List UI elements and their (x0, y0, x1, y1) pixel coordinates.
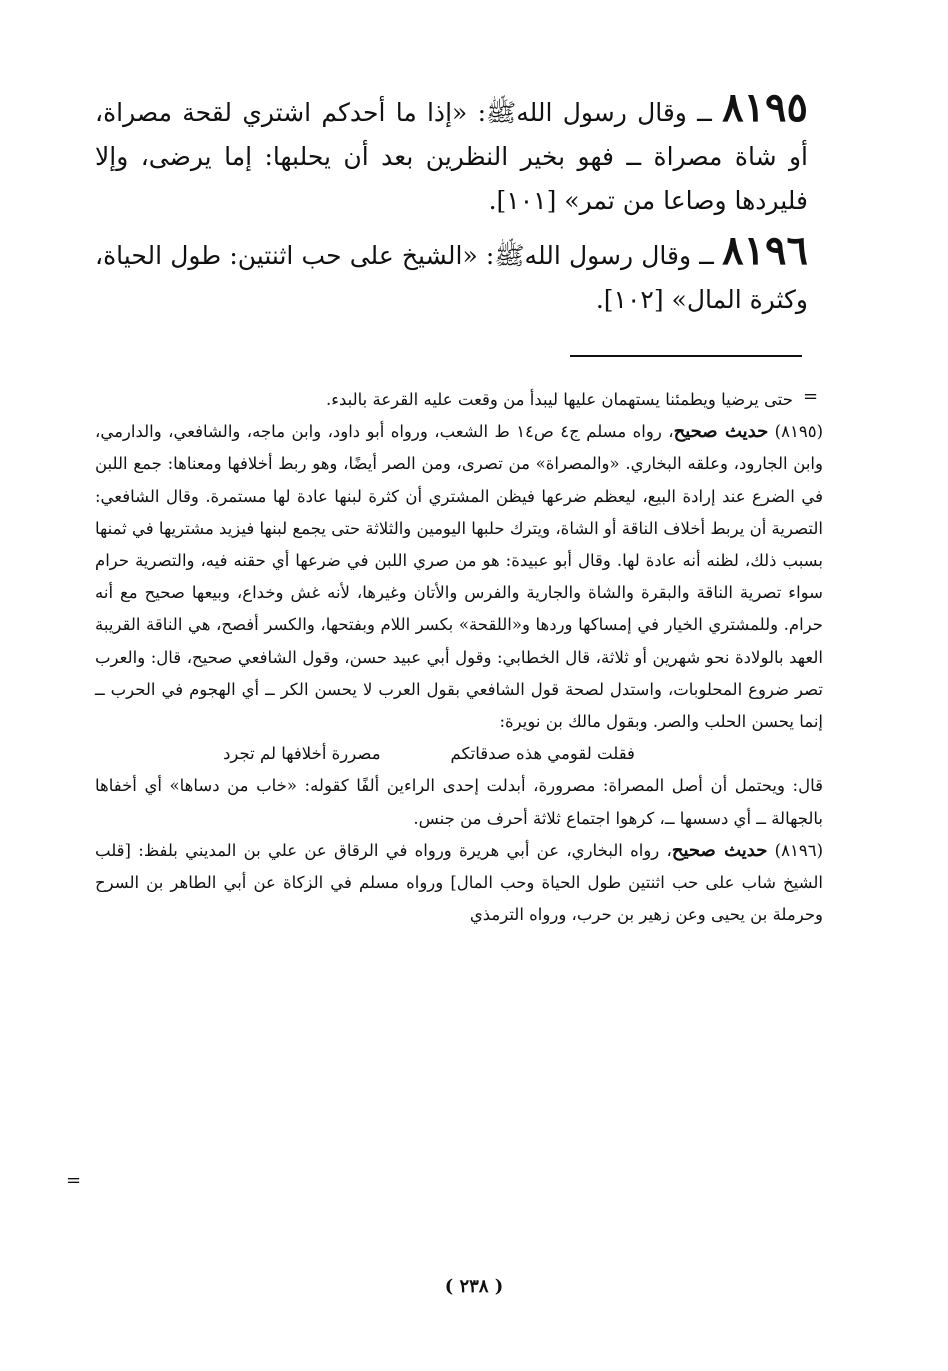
continuation-mark-top: = (803, 386, 819, 407)
verse-second-hemistich: مصررة أخلافها لم تجرد (223, 744, 381, 764)
continuation-mark-bottom: = (66, 1170, 82, 1191)
footnote-text: ، رواه البخاري، عن أبي هريرة ورواه في الرقاق عن علي بن المديني بلفظ: [قلب الشيخ شاب على حب اثنتين طول الحياة وحب المال] ورواه مسلم في الزكاة عن أبي الطاهر بن السرح وحرملة بن يحيى وعن زهير بن حرب، ورواه الترمذي (95, 840, 823, 925)
footnote-text: ، رواه مسلم ج٤ ص١٤ ط الشعب، ورواه أبو داود، وابن ماجه، والشافعي، والدارمي، وابن الجارود، وعلقه البخاري. «والمصراة» من تصرى، ومن الصر أيضًا، وهو ربط أخلافها ومعناها: جمع اللبن في الضرع عند إرادة البيع، ليعظم ضرعها فيظن المشتري أن كثرة لبنها عادة لها مستمرة. وقال الشافعي: التصرية أن يربط أخلاف الناقة أو الشاة، ويترك حلبها اليومين والثلاثة حتى يجمع لبنها فيزيد مشتريها في ثمنها بسبب ذلك، لظنه أنه عادة لها. وقال أبو عبيدة: هو من صري اللبن في ضرعها أي حقنه فيه، والتصرية حرام سواء تصرية الناقة والبقرة والشاة والجارية والفرس والأتان وغيرها، لأنه غش وخداع، وبيعها صحيح مع أنه حرام. وللمشتري الخيار في إمساكها وردها و«اللقحة» بكسر اللام وبفتحها، والكسر أفصح، هي الناقة القريبة العهد بالولادة نحو شهرين أو ثلاثة، قال الخطابي: وقول أبي عبيد حسن، وقول الشافعي صحيح، قال: والعرب تصر ضروع المحلوبات، واستدل لصحة قول الشافعي بقول العرب لا يحسن الكر ــ أي الهجوم في الحرب ــ إنما يحسن الحلب والصر. وبقول مالك بن نويرة: (95, 422, 823, 732)
footnote-heading: حديث صحيح (671, 839, 768, 861)
main-text (95, 86, 808, 322)
hadith-8195 (95, 86, 808, 223)
verse-first-hemistich: فقلت لقومي هذه صدقاتكم (450, 744, 635, 764)
footnote-separator (570, 355, 802, 357)
footnote-8195-continued: قال: ويحتمل أن أصل المصراة: مصرورة، أبدلت إحدى الراءين ألفًا كقوله: «خاب من دساها» أي أخفاها بالجهالة ــ أي دسسها ــ، كرهوا اجتماع ثلاثة أحرف من جنس. (95, 776, 823, 828)
poem-verse (95, 738, 823, 770)
hadith-text: ــ وقال رسول اللهﷺ: «الشيخ على حب اثنتين: طول الحياة، وكثرة المال» [١٠٢]. (95, 241, 808, 314)
footnote-8195 (95, 416, 823, 738)
hadith-text: ــ وقال رسول اللهﷺ: «إذا ما أحدكم اشتري لقحة مصراة، أو شاة مصراة ــ فهو بخير النظرين بعد أن يحلبها: إما يرضى، وإلا فليردها وصاعا من تمر» [١٠١]. (95, 98, 808, 215)
hadith-number: ٨١٩٦ (722, 227, 808, 274)
footnote-heading: حديث صحيح (673, 421, 769, 443)
hadith-number: ٨١٩٥ (722, 84, 808, 131)
footnote-carryover: حتى يرضيا ويطمئنا يستهمان عليها ليبدأ من وقعت عليه القرعة بالبدء. (325, 390, 793, 409)
footnote-8196 (95, 835, 823, 932)
footnote-label: (٨١٩٥) (774, 422, 823, 442)
page-number: ( ٢٣٨ ) (444, 1276, 504, 1297)
footnote-label: (٨١٩٦) (774, 840, 823, 860)
hadith-8196 (95, 229, 808, 322)
footnotes (95, 384, 823, 931)
